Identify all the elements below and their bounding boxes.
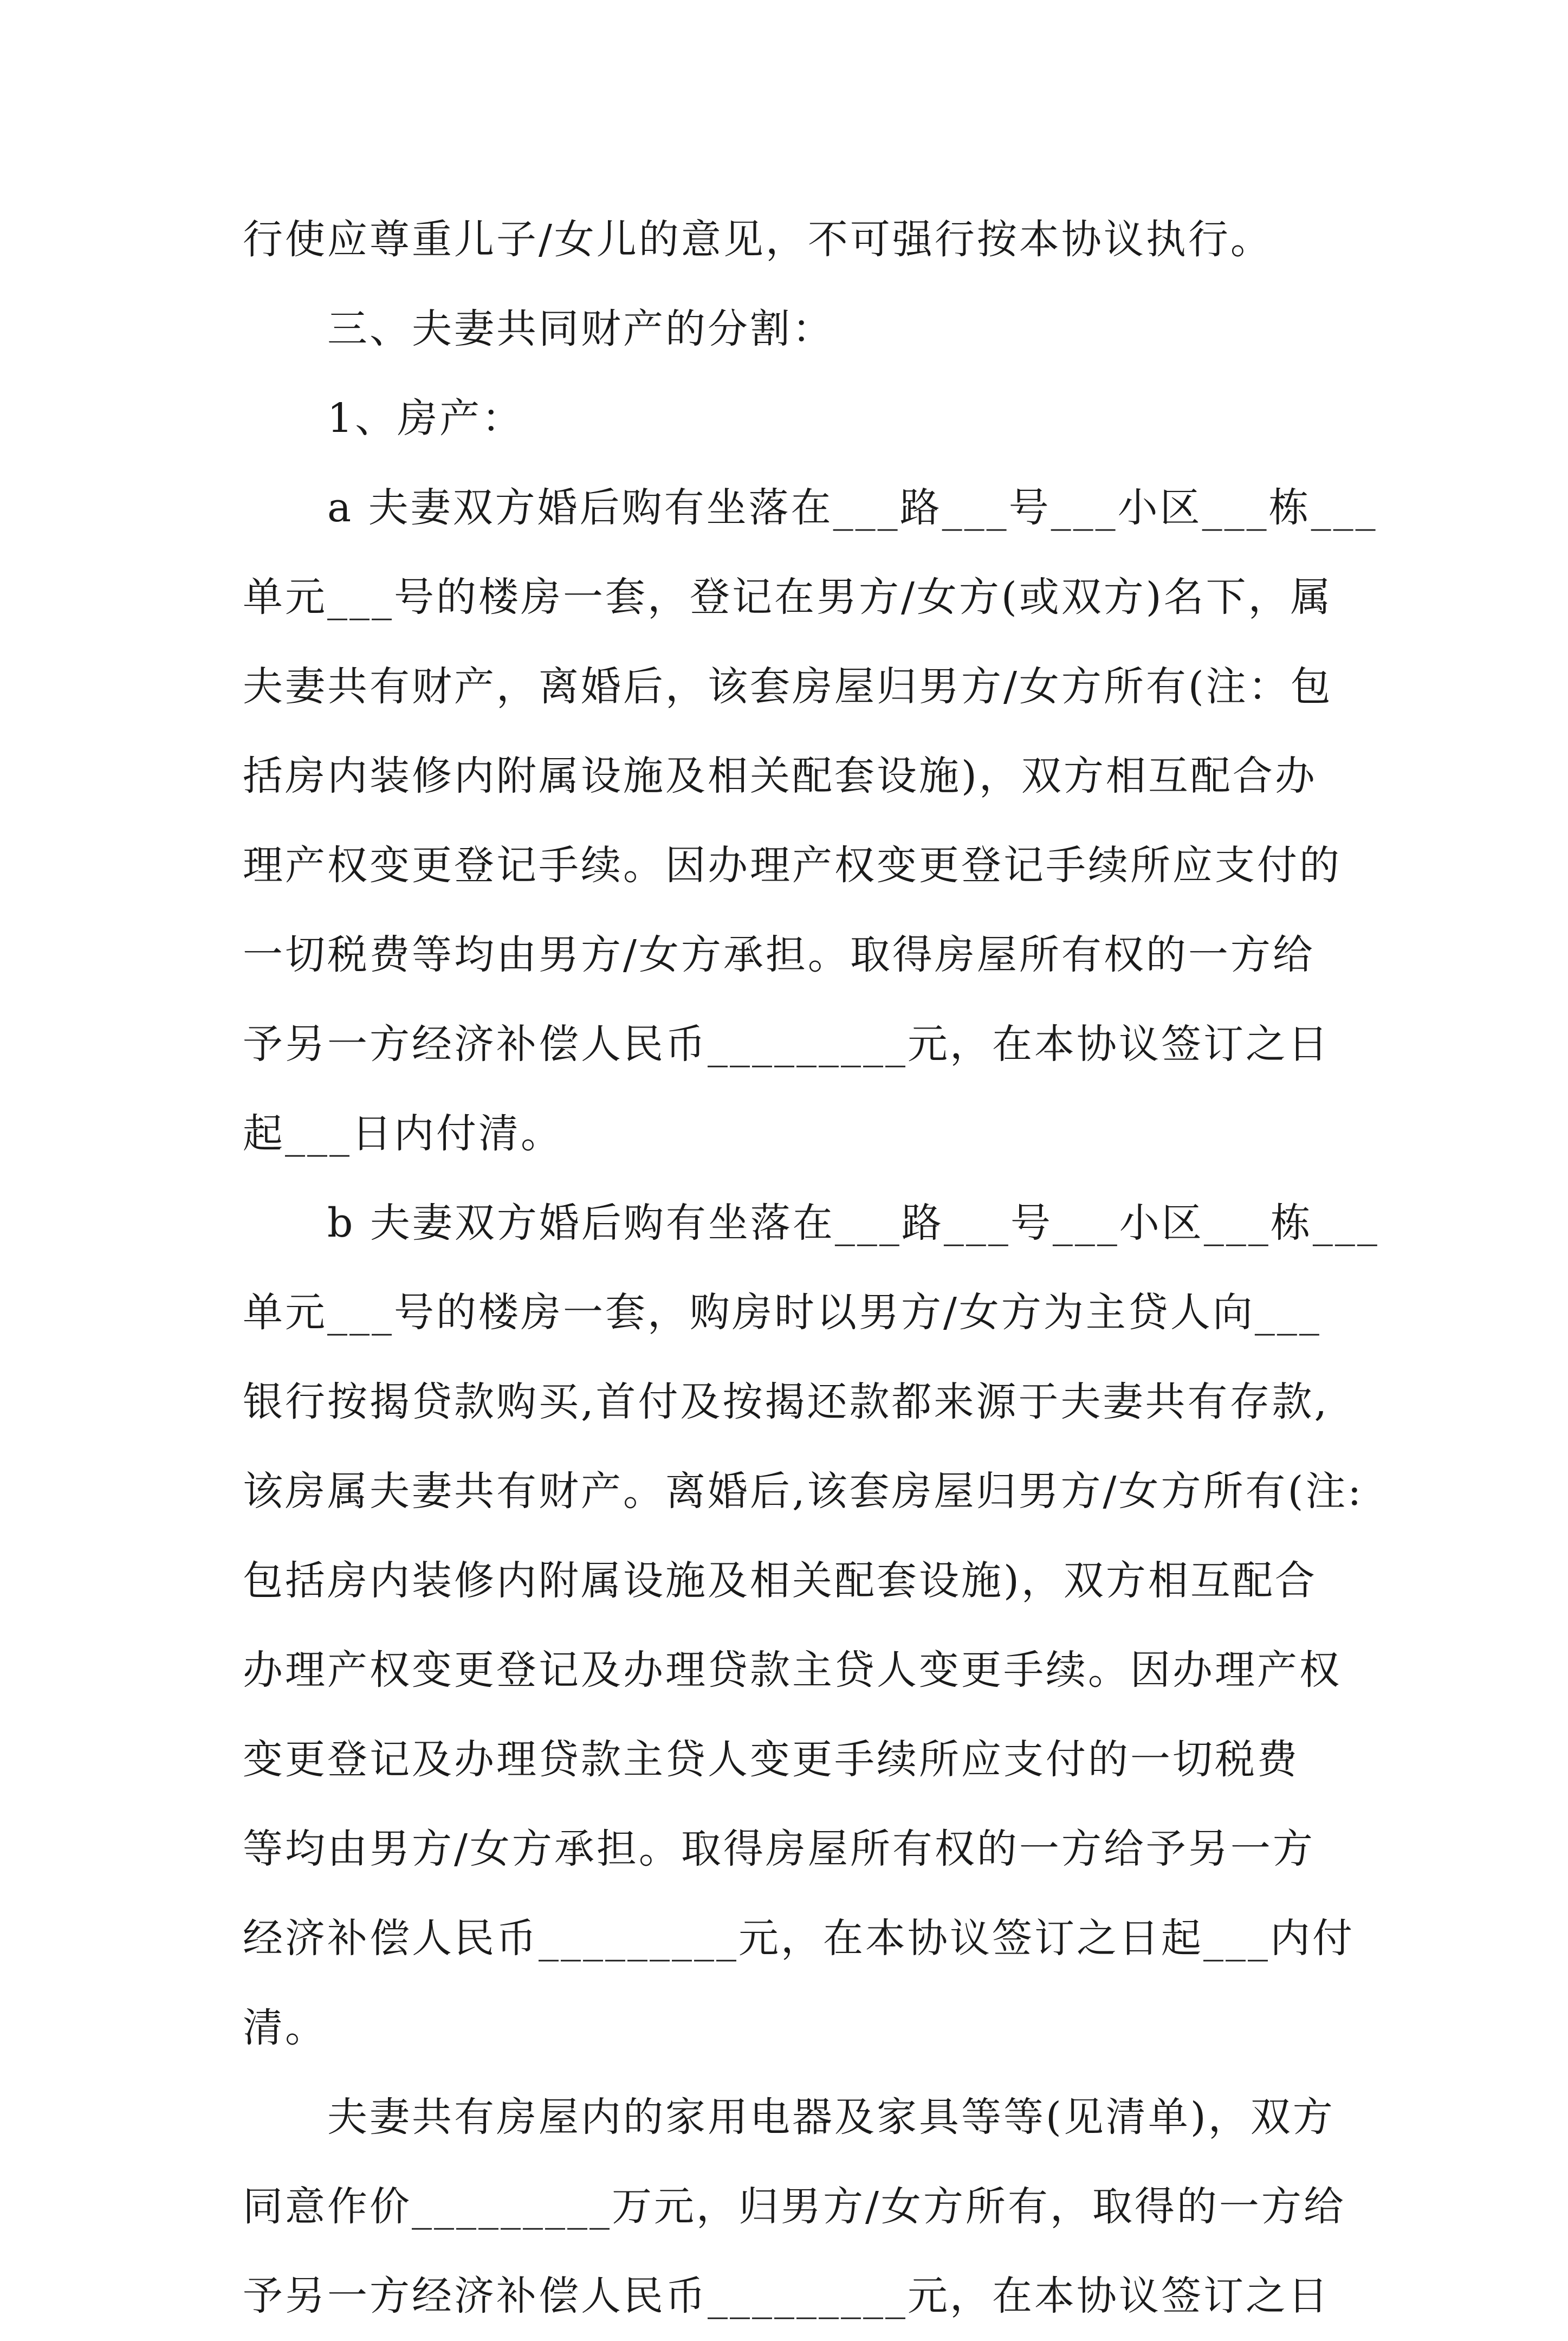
text-line: 夫妻共有财产，离婚后，该套房屋归男方/女方所有(注：包 [243, 663, 1333, 710]
text-line: 括房内装修内附属设施及相关配套设施)，双方相互配合办 [243, 753, 1317, 799]
text-line: 办理产权变更登记及办理贷款主贷人变更手续。因办理产权 [243, 1647, 1342, 1693]
text-line: 予另一方经济补偿人民币_________元，在本协议签订之日 [243, 1021, 1330, 1068]
text-line: 同意作价_________万元，归男方/女方所有，取得的一方给 [243, 2183, 1346, 2230]
text-line: 一切税费等均由男方/女方承担。取得房屋所有权的一方给 [243, 932, 1315, 978]
paragraph-a-first-line: a 夫妻双方婚后购有坐落在___路___号___小区___栋___ [327, 484, 1378, 531]
text-line: 起___日内付清。 [243, 1110, 563, 1157]
text-line: 清。 [243, 2004, 327, 2051]
subsection-heading: 1、房产： [327, 395, 524, 442]
paragraph-appliances-first-line: 夫妻共有房屋内的家用电器及家具等等(见清单)，双方 [327, 2094, 1335, 2140]
text-line: 变更登记及办理贷款主贷人变更手续所应支付的一切税费 [243, 1736, 1299, 1783]
text-line: 银行按揭贷款购买,首付及按揭还款都来源于夫妻共有存款, [243, 1379, 1330, 1425]
text-line: 予另一方经济补偿人民币_________元，在本协议签订之日 [243, 2273, 1330, 2319]
text-line: 等均由男方/女方承担。取得房屋所有权的一方给予另一方 [243, 1826, 1315, 1872]
paragraph-b-first-line: b 夫妻双方婚后购有坐落在___路___号___小区___栋___ [327, 1200, 1379, 1246]
text-line: 单元___号的楼房一套，购房时以男方/女方为主贷人向___ [243, 1289, 1321, 1336]
text-line: 该房属夫妻共有财产。离婚后,该套房屋归男方/女方所有(注: [243, 1468, 1364, 1515]
text-line: 包括房内装修内附属设施及相关配套设施)，双方相互配合 [243, 1557, 1317, 1604]
text-line: 单元___号的楼房一套，登记在男方/女方(或双方)名下，属 [243, 574, 1333, 620]
agreement-text [243, 195, 1379, 2341]
text-line: 经济补偿人民币_________元，在本协议签订之日起___内付 [243, 1915, 1355, 1962]
text-line: 理产权变更登记手续。因办理产权变更登记手续所应支付的 [243, 842, 1342, 889]
section-heading: 三、夫妻共同财产的分割： [327, 306, 834, 352]
text-line: 行使应尊重儿子/女儿的意见，不可强行按本协议执行。 [243, 216, 1273, 263]
